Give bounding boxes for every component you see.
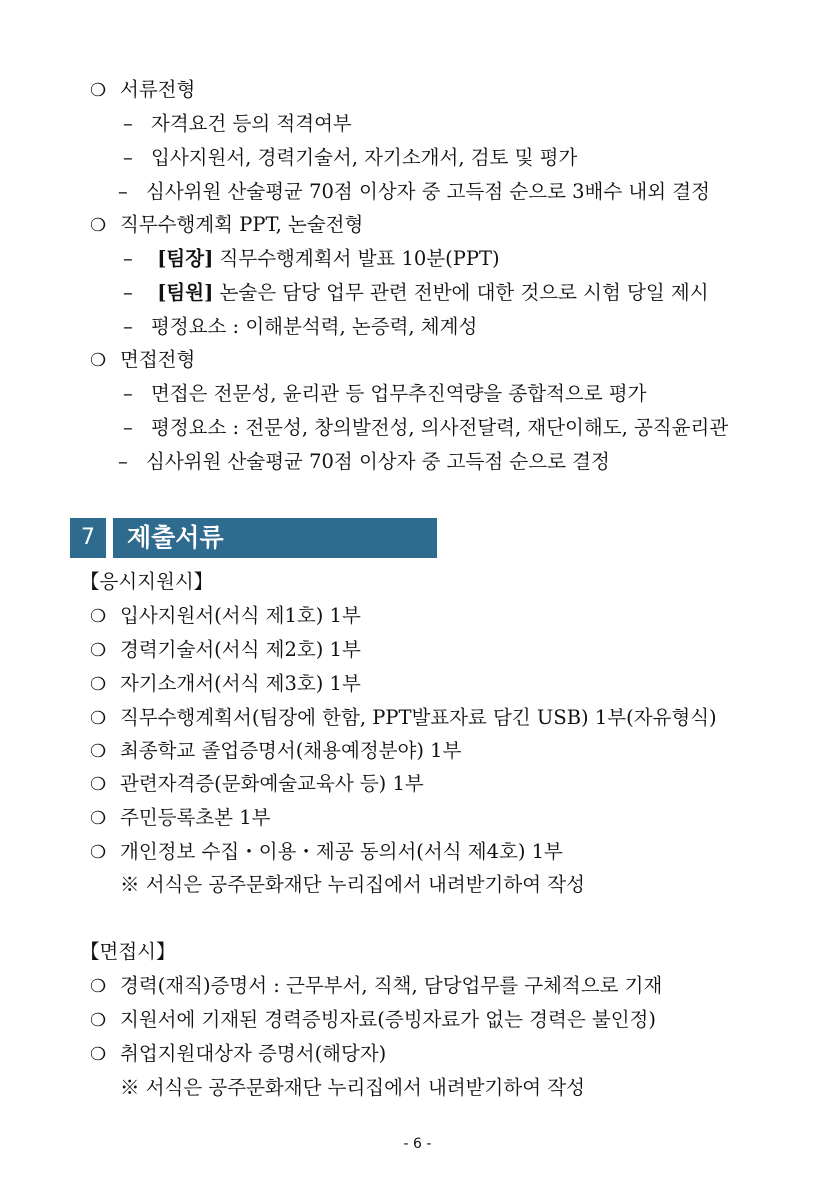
page-number: - 6 - xyxy=(403,1136,432,1152)
form-download-note: ※ 서식은 공주문화재단 누리집에서 내려받기하여 작성 xyxy=(120,1076,585,1099)
section-number: 7 xyxy=(70,518,106,558)
interview-doc-item: ❍ 경력(재직)증명서 : 근무부서, 직책, 담당업무를 구체적으로 기재 xyxy=(90,974,662,999)
doc-screening-item: – 입사지원서, 경력기술서, 자기소개서, 검토 및 평가 xyxy=(123,146,577,170)
application-doc-item: ❍ 입사지원서(서식 제1호) 1부 xyxy=(90,604,361,629)
application-doc-item: ❍ 관련자격증(문화예술교육사 등) 1부 xyxy=(90,772,424,797)
application-doc-item: ❍ 주민등록초본 1부 xyxy=(90,806,270,831)
application-doc-item: ❍ 최종학교 졸업증명서(채용예정분야) 1부 xyxy=(90,739,461,764)
interview-screening-item: – 면접은 전문성, 윤리관 등 업무추진역량을 종합적으로 평가 xyxy=(123,382,646,406)
application-doc-item: ❍ 자기소개서(서식 제3호) 1부 xyxy=(90,672,361,697)
doc-screening-heading: ❍ 서류전형 xyxy=(90,78,195,103)
role-tag: [팀장] xyxy=(157,247,214,270)
application-doc-item: ❍ 개인정보 수집・이용・제공 동의서(서식 제4호) 1부 xyxy=(90,840,563,865)
interview-docs-heading: 【면접시】 xyxy=(80,940,176,963)
ppt-screening-heading: ❍ 직무수행계획 PPT, 논술전형 xyxy=(90,213,363,238)
interview-doc-item: ❍ 취업지원대상자 증명서(해당자) xyxy=(90,1042,386,1067)
ppt-screening-item xyxy=(123,247,500,271)
interview-screening-item: – 평정요소 : 전문성, 창의발전성, 의사전달력, 재단이해도, 공직윤리관 xyxy=(123,416,728,440)
interview-doc-item: ❍ 지원서에 기재된 경력증빙자료(증빙자료가 없는 경력은 불인정) xyxy=(90,1008,656,1033)
ppt-screening-item: – 평정요소 : 이해분석력, 논증력, 체계성 xyxy=(123,315,477,339)
application-doc-item: ❍ 경력기술서(서식 제2호) 1부 xyxy=(90,638,361,663)
section-title: 제출서류 xyxy=(113,518,437,558)
interview-screening-heading: ❍ 면접전형 xyxy=(90,348,195,373)
doc-screening-item: – 자격요건 등의 적격여부 xyxy=(123,112,352,136)
application-doc-item: ❍ 직무수행계획서(팀장에 한함, PPT발표자료 담긴 USB) 1부(자유형식) xyxy=(90,706,717,731)
interview-screening-item: – 심사위원 산술평균 70점 이상자 중 고득점 순으로 결정 xyxy=(118,450,610,474)
doc-screening-item: – 심사위원 산술평균 70점 이상자 중 고득점 순으로 3배수 내외 결정 xyxy=(118,180,710,204)
role-tag: [팀원] xyxy=(157,281,214,304)
ppt-screening-item xyxy=(123,281,709,305)
application-heading: 【응시지원시】 xyxy=(80,570,214,593)
item-text: 직무수행계획서 발표 10분(PPT) xyxy=(213,247,500,270)
form-download-note: ※ 서식은 공주문화재단 누리집에서 내려받기하여 작성 xyxy=(120,873,585,896)
item-text: 논술은 담당 업무 관련 전반에 대한 것으로 시험 당일 제시 xyxy=(213,281,709,304)
